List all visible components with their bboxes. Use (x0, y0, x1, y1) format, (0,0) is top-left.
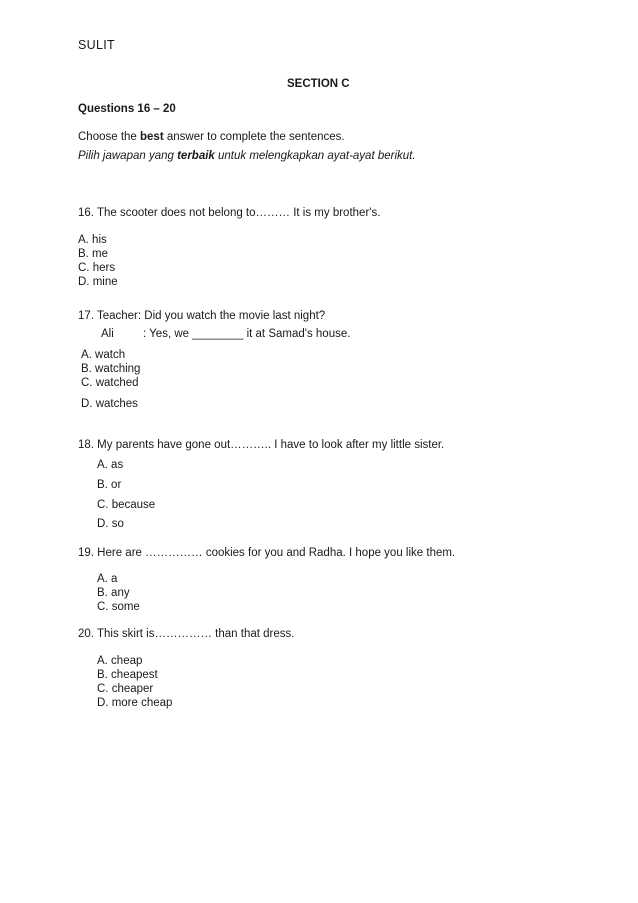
q17-reply: : Yes, we ________ it at Samad's house. (143, 328, 351, 340)
q17-option-b: B. watching (81, 363, 141, 375)
header-label: SULIT (78, 38, 115, 52)
question-19-stem: 19. Here are …………… cookies for you and Radha. I hope you like them. (78, 547, 456, 559)
q18-option-b: B. or (97, 479, 122, 491)
q16-option-c: C. hers (78, 262, 116, 274)
q17-speaker: Ali (101, 328, 114, 340)
q20-option-a: A. cheap (97, 655, 143, 667)
question-20-stem: 20. This skirt is…………… than that dress. (78, 628, 295, 640)
instruction-malay: Pilih jawapan yang terbaik untuk melengkapkan ayat-ayat berikut. (78, 150, 416, 162)
q17-option-a: A. watch (81, 349, 126, 361)
question-17-stem: 17. Teacher: Did you watch the movie last night? (78, 310, 326, 322)
section-title: SECTION C (287, 78, 350, 90)
q18-option-a: A. as (97, 459, 124, 471)
q18-option-d: D. so (97, 518, 124, 530)
q16-option-a: A. his (78, 234, 107, 246)
q17-option-d: D. watches (81, 398, 138, 410)
questions-range: Questions 16 – 20 (78, 103, 176, 115)
instruction-english: Choose the best answer to complete the sentences. (78, 131, 345, 143)
q19-option-c: C. some (97, 601, 140, 613)
q20-option-b: B. cheapest (97, 669, 158, 681)
q19-option-a: A. a (97, 573, 118, 585)
q20-option-d: D. more cheap (97, 697, 173, 709)
q16-option-b: B. me (78, 248, 109, 260)
question-18-stem: 18. My parents have gone out……….. I have to look after my little sister. (78, 439, 445, 451)
q18-option-c: C. because (97, 499, 156, 511)
question-16-stem: 16. The scooter does not belong to……… It is my brother's. (78, 207, 381, 219)
q20-option-c: C. cheaper (97, 683, 154, 695)
q17-option-c: C. watched (81, 377, 139, 389)
q16-option-d: D. mine (78, 276, 118, 288)
q19-option-b: B. any (97, 587, 130, 599)
